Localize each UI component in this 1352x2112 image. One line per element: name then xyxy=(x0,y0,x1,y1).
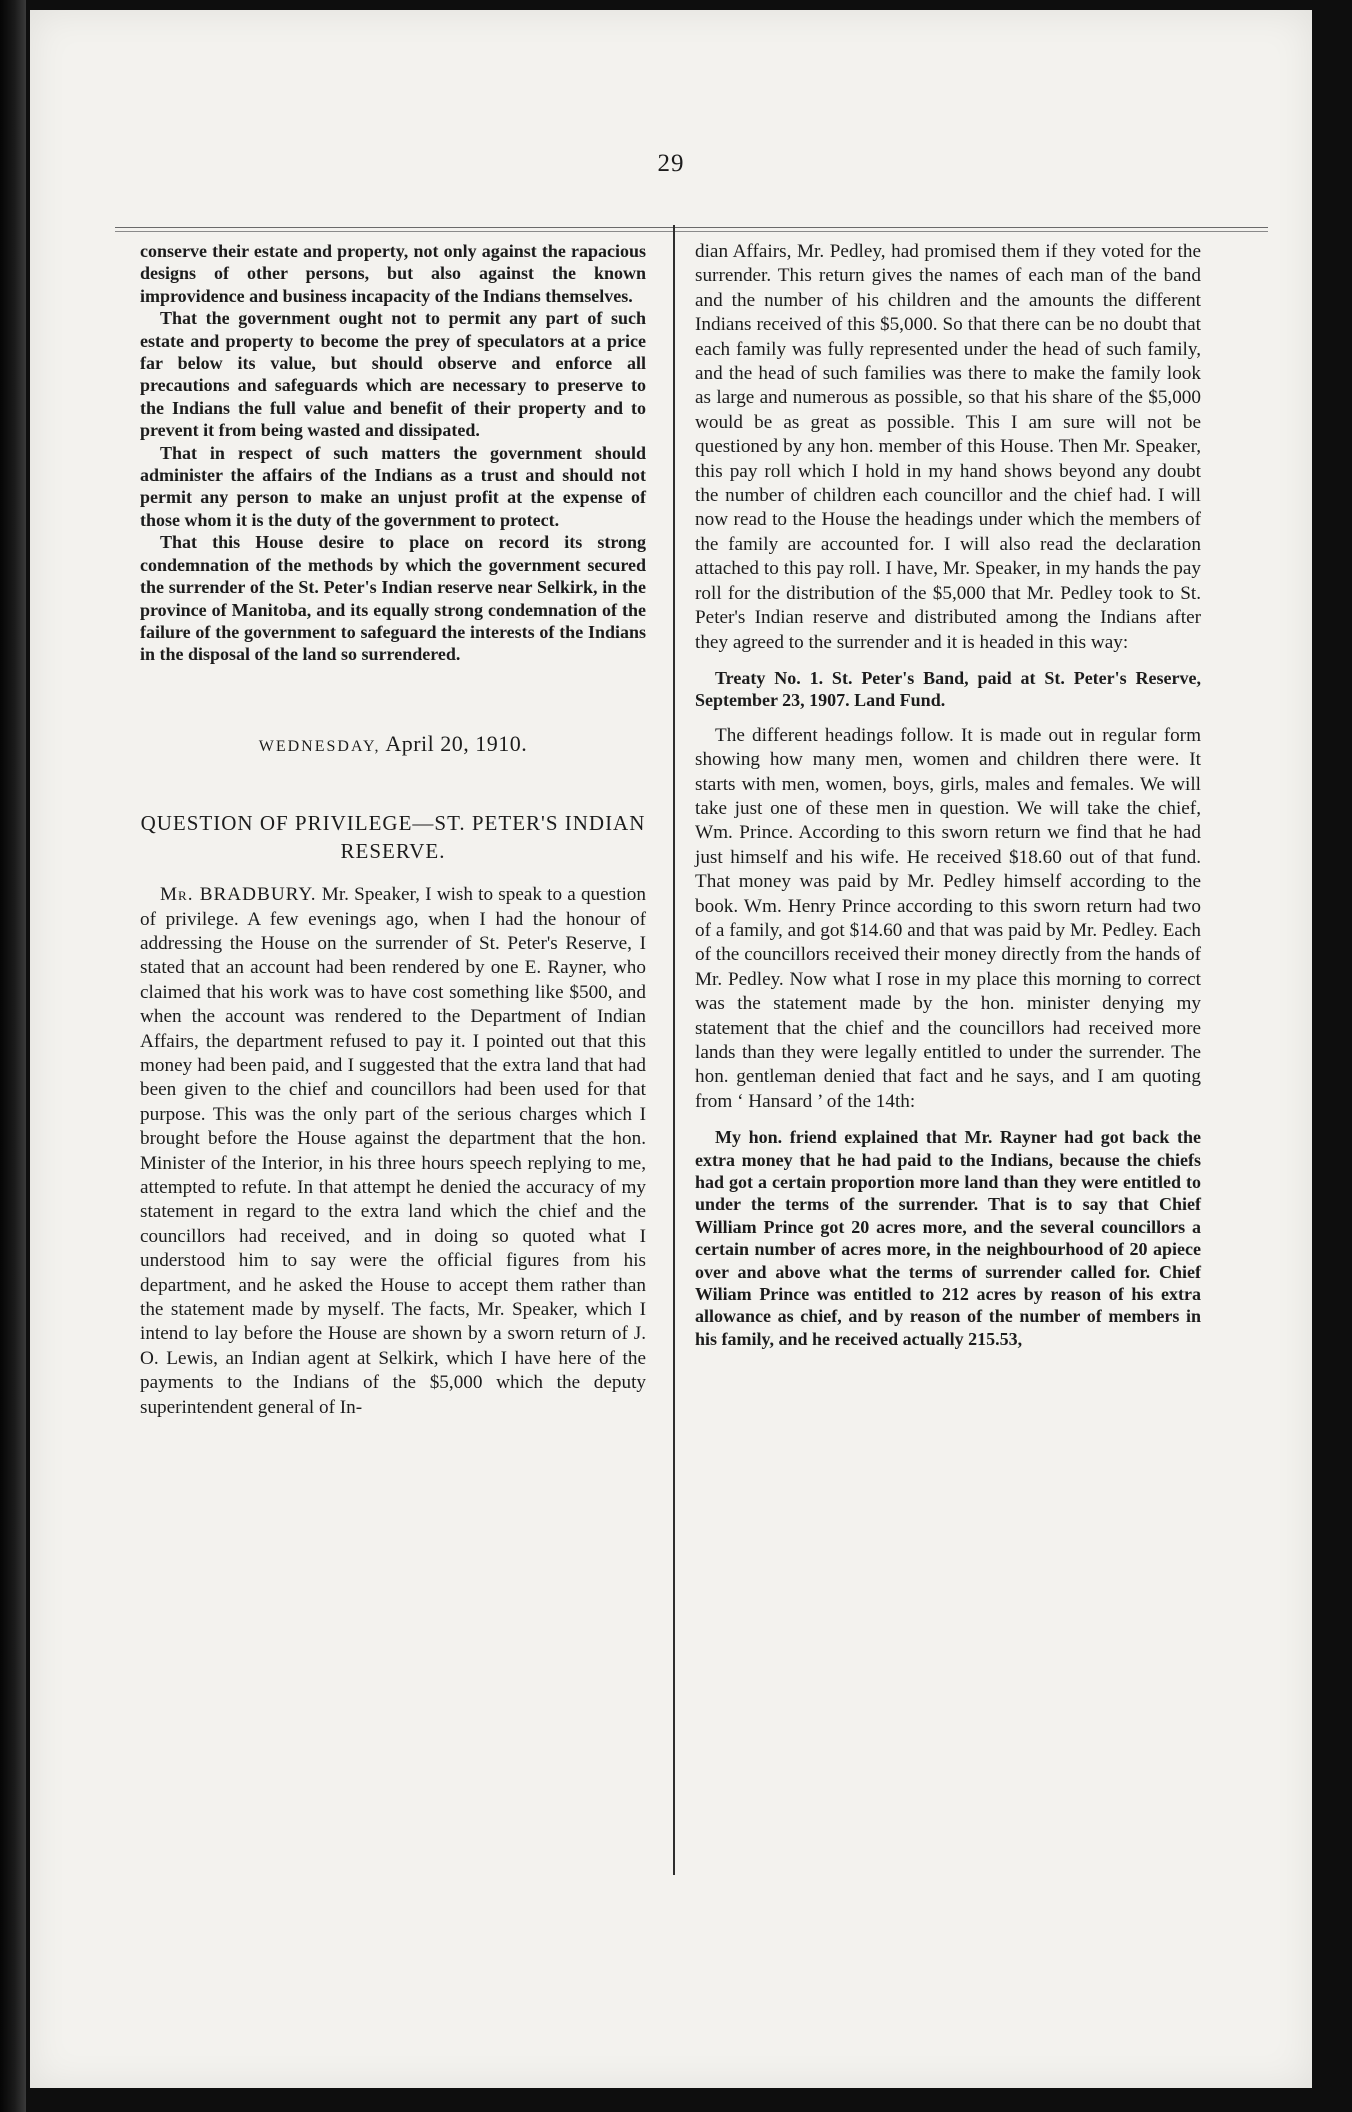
resolution-paragraph: conserve their estate and property, not only against the rapacious designs of other persons, but also against the known improvidence and business incapacity of the Indians themselves. xyxy=(140,241,646,306)
header-rule xyxy=(115,227,1268,232)
sitting-day: WEDNESDAY, xyxy=(258,737,381,755)
scan-edge-shadow xyxy=(0,0,26,2112)
speech-paragraph: The different headings follow. It is made out in regular form showing how many men, women and children there were. It starts with men, women, boys, girls, males and females. We will take just one of these men in question. We will take the chief, Wm. Prince. According to this sworn return we find that he had just himself and his wife. He received $18.60 out of that fund. That money was paid by Mr. Pedley himself according to the book. Wm. Henry Prince according to this sworn return had two of a family, and got $14.60 and that was paid by Mr. Pedley. Each of the councillors received their money directly from the hands of Mr. Pedley. Now what I rose in my place this morning to correct was the statement made by the hon. minister denying my statement that the chief and the councillors had received more lands than they were legally entitled to under the surrender. The hon. gentleman denied that fact and he says, and I am quoting from ‘ Hansard ’ of the 14th: xyxy=(695,724,1201,1112)
sitting-date xyxy=(140,732,646,759)
sitting-date-rest: April 20, 1910. xyxy=(380,730,528,756)
hansard-quote: My hon. friend explained that Mr. Rayner had got back the extra money that he had paid to the Indians, because the chiefs had got a certain proportion more land than they were entitled to under the terms of the surrender. That is to say that Chief William Prince got 20 acres more, and the several councillors a certain number of acres more, in the neighbourhood of 20 apiece over and above what the terms of surrender called for. Chief Wiliam Prince was entitled to 212 acres by reason of his extra allowance as chief, and by reason of the number of members in his family, and he received actually 215.53, xyxy=(695,1127,1201,1349)
left-column xyxy=(140,240,646,1420)
quoted-heading: Treaty No. 1. St. Peter's Band, paid at St. Peter's Reserve, September 23, 1907. Land Fund. xyxy=(695,667,1201,711)
document-page xyxy=(30,10,1312,2088)
column-divider xyxy=(673,225,675,1875)
page-number: 29 xyxy=(657,150,685,177)
resolution-paragraph: That in respect of such matters the government should administer the affairs of the Indians as a trust and should not permit any person to make an unjust profit at the expense of those whom it is the duty of the government to protect. xyxy=(140,442,646,530)
speech-text: Mr. Speaker, I wish to speak to a question of privilege. A few evenings ago, when I had the honour of addressing the House on the surrender of St. Peter's Reserve, I stated that an account had been rendered by one E. Rayner, who claimed that his work was to have cost something like $500, and when the account was rendered to the Department of Indian Affairs, the department refused to pay it. I pointed out that this money had been paid, and I suggested that the extra land that had been given to the chief and councillors had been used for that purpose. This was the only part of the serious charges which I brought before the House against the department that the hon. Minister of the Interior, in his three hours speech replying to me, attempted to refute. In that attempt he denied the accuracy of my statement in regard to the extra land which the chief and the councillors had received, and in doing so quoted what I understood him to say were the official figures from his department, and he asked the House to accept them rather than the statement made by myself. The facts, Mr. Speaker, which I intend to lay before the House are shown by a sworn return of J. O. Lewis, an Indian agent at Selkirk, which I have here of the payments to the Indians of the $5,000 which the deputy superintendent general of In- xyxy=(140,884,646,1418)
right-column xyxy=(695,240,1201,1362)
speaker-name: Mr. BRADBURY. xyxy=(160,884,317,906)
resolution-paragraph: That this House desire to place on record its strong condemnation of the methods by which the government secured the surrender of the St. Peter's Indian reserve near Selkirk, in the province of Manitoba, and its equally strong condemnation of the failure of the government to safeguard the interests of the Indians in the disposal of the land so surrendered. xyxy=(140,532,646,665)
speech-paragraph xyxy=(140,883,646,1420)
resolution-paragraph: That the government ought not to permit any part of such estate and property to become the prey of speculators at a price far below its value, but should observe and enforce all precautions and safeguards which are necessary to preserve to the Indians the full value and benefit of their property and to prevent it from being wasted and dissipated. xyxy=(140,308,646,441)
section-heading: QUESTION OF PRIVILEGE—ST. PETER'S INDIAN RESERVE. xyxy=(140,811,646,864)
speech-continuation: dian Affairs, Mr. Pedley, had promised them if they voted for the surrender. This return gives the names of each man of the band and the number of his children and the amounts the different Indians received of this $5,000. So that there can be no doubt that each family was fully represented under the head of such family, and the head of such families was there to make the family look as large and numerous as possible, so that his share of the $5,000 would be as great as possible. This I am sure will not be questioned by any hon. member of this House. Then Mr. Speaker, this pay roll which I hold in my hand shows beyond any doubt the number of children each councillor and the chief had. I will now read to the House the headings under which the members of the family are accounted for. I will also read the declaration attached to this pay roll. I have, Mr. Speaker, in my hands the pay roll for the distribution of the $5,000 that Mr. Pedley took to St. Peter's Indian reserve and distributed among the Indians after they agreed to the surrender and it is headed in this way: xyxy=(695,241,1201,653)
